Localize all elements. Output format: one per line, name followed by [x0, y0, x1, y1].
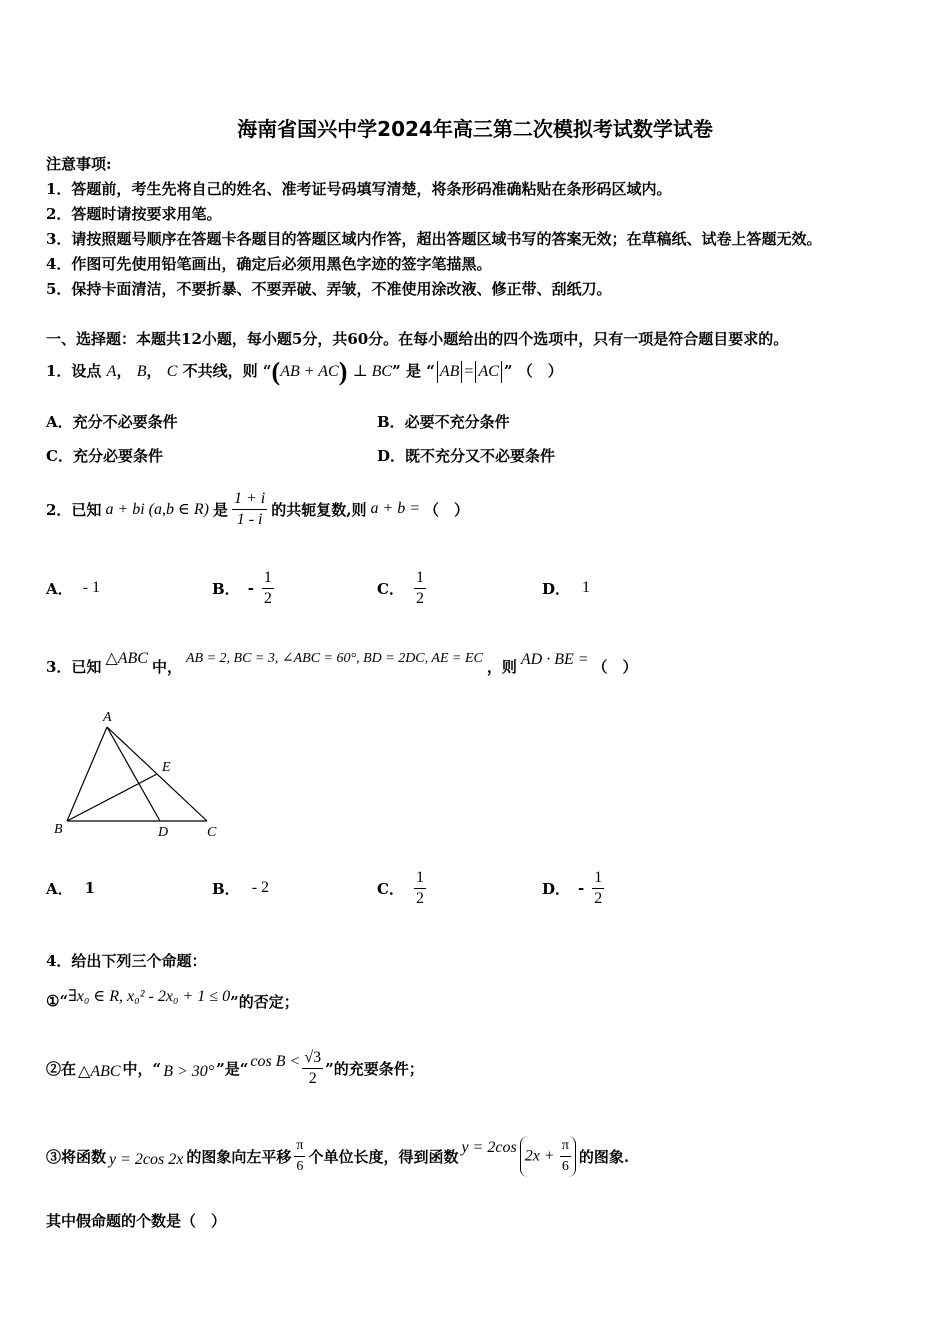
page-title: 海南省国兴中学2024年高三第二次模拟考试数学试卷	[237, 117, 713, 141]
p2-prefix: ②在	[46, 1059, 77, 1078]
q1-number: 1．设点	[46, 362, 102, 380]
q1-quote-close: ”	[392, 362, 401, 380]
q4-proposition-2	[46, 1040, 424, 1096]
option-fraction	[414, 568, 426, 609]
fraction-numerator: √3	[302, 1048, 323, 1069]
fraction-numerator: π	[294, 1136, 305, 1157]
fraction-denominator: 2	[415, 889, 424, 907]
question-4: 4．给出下列三个命题：	[46, 952, 207, 970]
q2-number: 2．已知	[46, 500, 102, 519]
triangle-figure	[50, 705, 230, 845]
option-fraction	[414, 868, 426, 909]
p3-fraction-2	[560, 1136, 571, 1177]
p3-suffix: 的图象.	[578, 1147, 630, 1166]
notice-item: 2．答题时请按要求用笔。	[46, 205, 222, 223]
q2-option-a[interactable]	[46, 563, 100, 613]
q2-text: 的共轭复数,则	[271, 500, 367, 519]
q1-point-c: C	[166, 363, 178, 380]
p3-function: y = 2cos 2x	[109, 1151, 184, 1168]
label-a: A	[103, 710, 112, 725]
q1-paren: (	[271, 357, 281, 386]
question-1	[46, 355, 563, 388]
option-label: D．	[542, 579, 571, 598]
option-fraction	[262, 568, 274, 609]
p1-suffix: ”的否定；	[230, 992, 299, 1011]
q1-paren: )	[338, 357, 348, 386]
q3-option-c[interactable]	[377, 863, 426, 913]
q3-triangle: △ABC	[105, 650, 148, 667]
fraction-denominator: 2	[594, 889, 603, 907]
fraction-numerator: 1	[592, 868, 604, 889]
answer-blank: （ ）	[517, 362, 563, 380]
p2-text: 中，“	[122, 1059, 162, 1078]
q1-abs-bar	[475, 361, 476, 383]
q4-question: 其中假命题的个数是（ ）	[46, 1212, 227, 1230]
q1-equals: =	[464, 363, 474, 380]
q1-text: 是	[405, 362, 421, 380]
p3-fraction	[294, 1136, 305, 1177]
q2-denominator: 1 - i	[236, 510, 263, 528]
q1-option-c[interactable]: C．充分必要条件	[46, 447, 163, 465]
option-label: C．	[377, 579, 404, 598]
question-2	[46, 479, 469, 539]
p3-argument: 2x +	[524, 1147, 555, 1164]
section-heading: 一、选择题：本题共12小题，每小题5分，共60分。在每小题给出的四个选项中，只有一项是符合题目要求的。	[46, 330, 789, 348]
triangle-lines	[67, 727, 207, 821]
q1-condition-1-tail: ⊥ BC	[352, 363, 393, 380]
p1-statement: ∃x₀ ∈ R, x₀² - 2x₀ + 1 ≤ 0	[68, 988, 231, 1005]
option-value: - 1	[82, 579, 100, 596]
option-sign: -	[247, 579, 254, 597]
q3-text: ，则	[486, 657, 517, 676]
q3-condition: AB = 2, BC = 3, ∠ABC = 60°, BD = 2DC, AE = EC	[185, 650, 483, 666]
p2-suffix: ”的充要条件；	[325, 1059, 424, 1078]
answer-blank: （ ）	[592, 657, 638, 676]
label-c: C	[207, 825, 217, 840]
option-label: B．	[212, 579, 240, 598]
option-label: A．	[46, 879, 73, 898]
segment-be	[67, 774, 157, 821]
q1-point-a: A	[106, 363, 117, 380]
notice-heading: 注意事项:	[46, 155, 112, 173]
fraction-denominator: 6	[296, 1158, 304, 1174]
option-value: - 2	[251, 879, 270, 896]
notice-item: 4．作图可先使用铅笔画出，确定后必须用黑色字迹的签字笔描黑。	[46, 255, 492, 273]
p3-function-2: y = 2cos	[461, 1139, 517, 1156]
q2-expression-2: a + b =	[370, 500, 421, 517]
q2-fraction	[232, 489, 267, 530]
option-label: D．	[542, 879, 571, 898]
p3-paren	[520, 1136, 576, 1177]
q4-proposition-1	[46, 985, 299, 1017]
q1-abs-bar	[501, 361, 502, 383]
q1-quote-close: ”	[503, 362, 513, 380]
fraction-numerator: 1	[414, 568, 426, 589]
notice-item: 3．请按照题号顺序在答题卡各题目的答题区域内作答，超出答题区域书写的答案无效；在草稿纸、试卷上答题无效。	[46, 230, 822, 248]
q1-option-b[interactable]: B．必要不充分条件	[377, 413, 510, 431]
q2-option-c[interactable]	[377, 563, 426, 613]
q1-abs-bar	[461, 361, 462, 383]
notice-item: 1．答题前，考生先将自己的姓名、准考证号码填写清楚，将条形码准确粘贴在条形码区域内。	[46, 180, 672, 198]
q1-comma: ，	[146, 362, 162, 380]
q3-option-a[interactable]	[46, 863, 95, 913]
option-sign: -	[578, 879, 585, 897]
option-value: 1	[582, 579, 591, 596]
q1-text: 不共线，则	[182, 362, 258, 380]
fraction-numerator: π	[560, 1136, 571, 1157]
q1-option-a[interactable]: A．充分不必要条件	[46, 413, 178, 431]
q2-numerator: 1 + i	[232, 489, 267, 510]
fraction-denominator: 2	[415, 589, 424, 607]
q1-quote-open: “	[262, 362, 272, 380]
p1-prefix: ①“	[46, 992, 69, 1010]
q3-text: 中，	[151, 657, 182, 676]
side-ab	[67, 727, 107, 821]
label-b: B	[54, 822, 63, 837]
segment-ad	[107, 727, 160, 821]
fraction-denominator: 2	[308, 1069, 317, 1087]
question-3	[46, 648, 638, 684]
p2-cos: cos B <	[250, 1053, 301, 1070]
p2-text: ”是“	[216, 1059, 249, 1078]
answer-blank: （ ）	[424, 500, 470, 519]
label-d: D	[158, 825, 169, 840]
p2-triangle: △ABC	[78, 1063, 121, 1080]
q1-condition-2b: AC	[478, 363, 499, 380]
q2-option-b[interactable]	[212, 563, 274, 613]
fraction-denominator: 2	[263, 589, 272, 607]
p3-prefix: ③将函数	[46, 1147, 107, 1166]
fraction-numerator: 1	[262, 568, 274, 589]
q1-point-b: B	[136, 363, 147, 380]
q3-expression: AD · BE =	[520, 651, 589, 668]
q3-option-d[interactable]	[542, 863, 604, 913]
q2-text: 是	[212, 500, 228, 519]
q1-comma: ，	[116, 362, 132, 380]
p2-fraction	[302, 1048, 323, 1089]
option-label: B．	[212, 879, 240, 898]
q2-expression: a + bi (a,b ∈ R)	[105, 501, 209, 518]
p3-text: 个单位长度，得到函数	[308, 1147, 459, 1166]
q2-option-d[interactable]	[542, 563, 590, 613]
fraction-numerator: 1	[414, 868, 426, 889]
q1-option-d[interactable]: D．既不充分又不必要条件	[377, 447, 556, 465]
option-value: 1	[84, 879, 96, 897]
option-fraction	[592, 868, 604, 909]
label-e: E	[162, 760, 171, 775]
q4-proposition-3	[46, 1128, 629, 1184]
q3-number: 3．已知	[46, 657, 102, 676]
p2-condition: B > 30°	[163, 1063, 215, 1080]
q1-quote-open: “	[426, 362, 435, 380]
q1-condition-1: AB + AC	[280, 363, 339, 380]
option-label: C．	[377, 879, 404, 898]
q1-abs-bar	[437, 361, 438, 383]
p3-text: 的图象向左平移	[186, 1147, 292, 1166]
fraction-denominator: 6	[561, 1158, 569, 1174]
option-label: A．	[46, 579, 73, 598]
q3-option-b[interactable]	[212, 863, 269, 913]
notice-item: 5．保持卡面清洁，不要折暴、不要弄破、弄皱，不准使用涂改液、修正带、刮纸刀。	[46, 280, 612, 298]
q1-condition-2a: AB	[439, 363, 460, 380]
